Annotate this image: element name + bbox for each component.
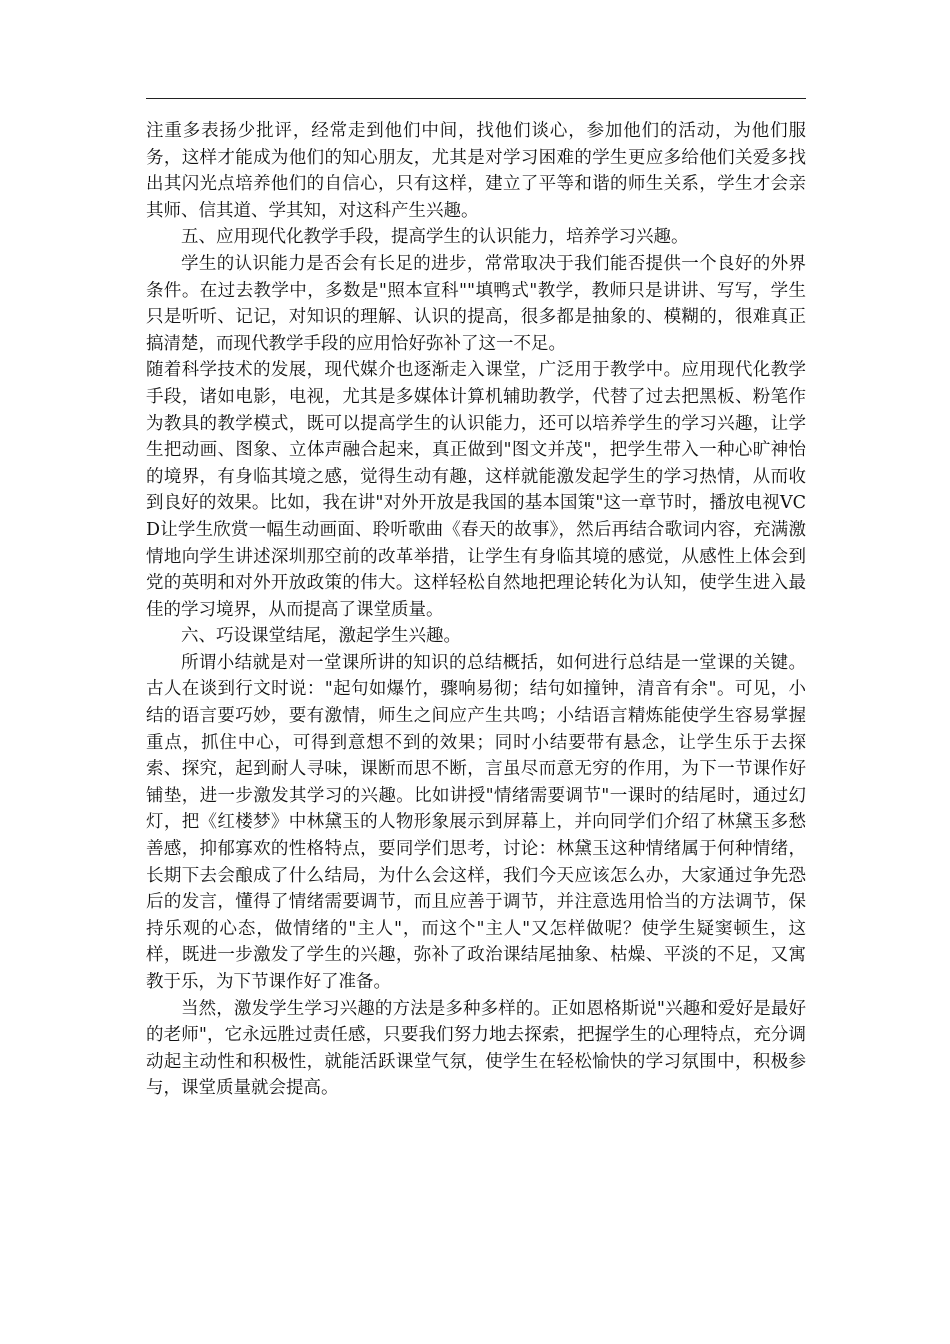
section-heading-6: 六、巧设课堂结尾，激起学生兴趣。 (181, 626, 461, 647)
header-rule (146, 98, 806, 99)
paragraph-1: 注重多表扬少批评，经常走到他们中间，找他们谈心，参加他们的活动，为他们服务，这样才能成为他们的知心朋友，尤其是对学习困难的学生更应多给他们关爱多找出其闪光点培养他们的自信心，只有这样，建立了平等和谐的师生关系，学生才会亲其师、信其道、学其知，对这科产生兴趣。 (146, 121, 806, 221)
paragraph-6: 所谓小结就是对一堂课所讲的知识的总结概括，如何进行总结是一堂课的关键。古人在谈到行文时说："起句如爆竹，骤响易彻；结句如撞钟，清音有余"。可见，小结的语言要巧妙，要有激情，师生之间应产生共鸣；小结语言精炼能使学生容易掌握重点，抓住中心，可得到意想不到的效果；同时小结要带有悬念，让学生乐于去探索、探究，起到耐人寻味，课断而思不断，言虽尽而意无穷的作用，为下一节课作好铺垫，进一步激发其学习的兴趣。比如讲授"情绪需要调节"一课时的结尾时，通过幻灯，把《红楼梦》中林黛玉的人物形象展示到屏幕上，并向同学们介绍了林黛玉多愁善感，抑郁寡欢的性格特点，要同学们思考，讨论：林黛玉这种情绪属于何种情绪，长期下去会酿成了什么结局，为什么会这样，我们今天应该怎么办，大家通过争先恐后的发言，懂得了情绪需要调节，而且应善于调节，并注意选用恰当的方法调节，保持乐观的心态，做情绪的"主人"，而这个"主人"又怎样做呢？使学生疑窦顿生，这样，既进一步激发了学生的兴趣，弥补了政治课结尾抽象、枯燥、平淡的不足，又寓教于乐，为下节课作好了准备。 (146, 652, 806, 992)
section-heading-5: 五、应用现代化教学手段，提高学生的认识能力，培养学习兴趣。 (181, 227, 689, 248)
paragraph-7: 当然，激发学生学习兴趣的方法是多种多样的。正如恩格斯说"兴趣和爱好是最好的老师"，它永远胜过责任感，只要我们努力地去探索，把握学生的心理特点，充分调动起主动性和积极性，就能活跃课堂气氛，使学生在轻松愉快的学习氛围中，积极参与，课堂质量就会提高。 (146, 998, 806, 1099)
document-body (146, 118, 806, 1102)
paragraph-3: 学生的认识能力是否会有长足的进步，常常取决于我们能否提供一个良好的外界条件。在过去教学中，多数是"照本宣科""填鸭式"教学，教师只是讲讲、写写，学生只是听听、记记，对知识的理解、认识的提高，很多都是抽象的、模糊的，很难真正搞清楚，而现代教学手段的应用恰好弥补了这一不足。 (146, 253, 806, 354)
paragraph-4: 随着科学技术的发展，现代媒介也逐渐走入课堂，广泛用于教学中。应用现代化教学手段，诸如电影，电视，尤其是多媒体计算机辅助教学，代替了过去把黑板、粉笔作为教具的教学模式，既可以提高学生的认识能力，还可以培养学生的学习兴趣，让学生把动画、图象、立体声融合起来，真正做到"图文并茂"，把学生带入一种心旷神怡的境界，有身临其境之感，觉得生动有趣，这样就能激发起学生的学习热情，从而收到良好的效果。比如，我在讲"对外开放是我国的基本国策"这一章节时，播放电视VCD让学生欣赏一幅生动画面、聆听歌曲《春天的故事》，然后再结合歌词内容，充满激情地向学生讲述深圳那空前的改革举措，让学生有身临其境的感觉，从感性上体会到党的英明和对外开放政策的伟大。这样轻松自然地把理论转化为认知，使学生进入最佳的学习境界，从而提高了课堂质量。 (146, 360, 806, 620)
